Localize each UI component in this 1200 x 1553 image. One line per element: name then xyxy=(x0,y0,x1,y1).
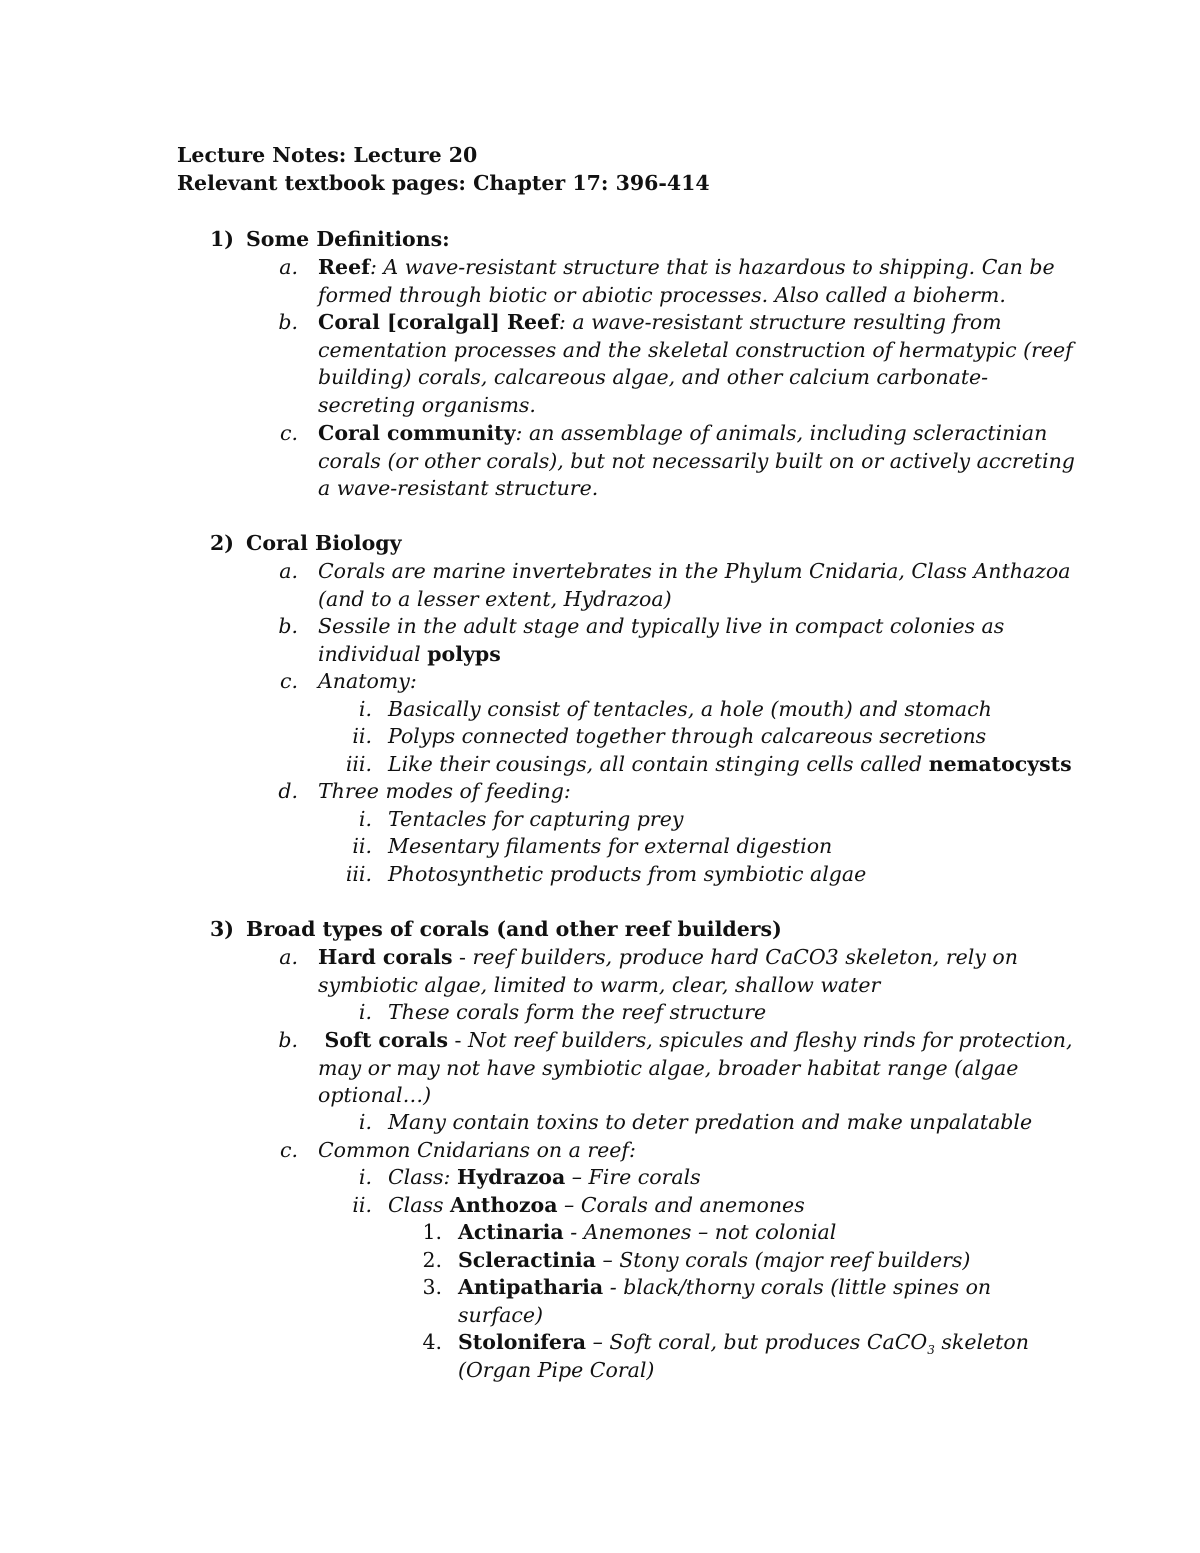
list-item: c. Anatomy: xyxy=(280,669,417,693)
section-heading: 2) Coral Biology xyxy=(210,531,402,555)
numbered-item: 3. Antipatharia - black/thorny corals (little spines on surface) xyxy=(422,1275,992,1327)
section-heading: 1) Some Definitions: xyxy=(210,227,450,251)
list-item: c. Coral community: an assemblage of animals, including scleractinian corals (or other corals), but not necessarily built on or actively accreting a wave-resistant structure. xyxy=(280,421,1075,501)
sub-list-item: i. Class: Hydrazoa – Fire corals xyxy=(358,1165,701,1189)
sub-list-item: ii. Polyps connected together through calcareous secretions xyxy=(352,724,987,748)
sub-list-item: i. Tentacles for capturing prey xyxy=(358,807,684,831)
numbered-item: 4. Stolonifera – Soft coral, but produces CaCO$_3$ skeleton (Organ Pipe Coral) xyxy=(422,1330,1029,1382)
numbered-item: 1. Actinaria - Anemones – not colonial xyxy=(422,1220,837,1244)
numbered-item: 2. Scleractinia – Stony corals (major reef builders) xyxy=(422,1248,971,1272)
list-item: a. Hard corals - reef builders, produce hard CaCO3 skeleton, rely on symbiotic algae, limited to warm, clear, shallow water xyxy=(279,945,1018,997)
list-item: b. Soft corals - Not reef builders, spicules and fleshy rinds for protection, may or may not have symbiotic algae, broader habitat range (algae optional…) xyxy=(278,1028,1073,1108)
list-item: b. Coral [coralgal] Reef: a wave-resistant structure resulting from cementation processes and the skeletal construction of hermatypic (reef building) corals, calcareous algae, and other calcium carbonate- secreting organisms. xyxy=(278,310,1073,417)
page-title: Lecture Notes: Lecture 20 xyxy=(177,143,478,167)
list-item: a. Reef: A wave-resistant structure that is hazardous to shipping. Can be formed through biotic or abiotic processes. Also called a bioherm. xyxy=(279,255,1055,307)
sub-list-item: iii. Like their cousings, all contain stinging cells called nematocysts xyxy=(345,752,1072,776)
sub-list-item: i. These corals form the reef structure xyxy=(358,1000,767,1024)
list-item: b. Sessile in the adult stage and typically live in compact colonies as individual polyps xyxy=(278,614,1005,666)
sub-list-item: i. Many contain toxins to deter predation and make unpalatable xyxy=(358,1110,1033,1134)
list-item: d. Three modes of feeding: xyxy=(278,779,571,803)
section-heading: 3) Broad types of corals (and other reef builders) xyxy=(210,917,782,941)
page-subtitle: Relevant textbook pages: Chapter 17: 396-414 xyxy=(177,171,710,195)
list-item: a. Corals are marine invertebrates in the Phylum Cnidaria, Class Anthazoa (and to a lesser extent, Hydrazoa) xyxy=(279,559,1071,611)
sub-list-item: iii. Photosynthetic products from symbiotic algae xyxy=(345,862,867,886)
list-item: c. Common Cnidarians on a reef: xyxy=(280,1138,636,1162)
sub-list-item: ii. Mesentary filaments for external digestion xyxy=(352,834,833,858)
sub-list-item: ii. Class Anthozoa – Corals and anemones xyxy=(352,1193,805,1217)
sub-list-item: i. Basically consist of tentacles, a hole (mouth) and stomach xyxy=(358,697,992,721)
